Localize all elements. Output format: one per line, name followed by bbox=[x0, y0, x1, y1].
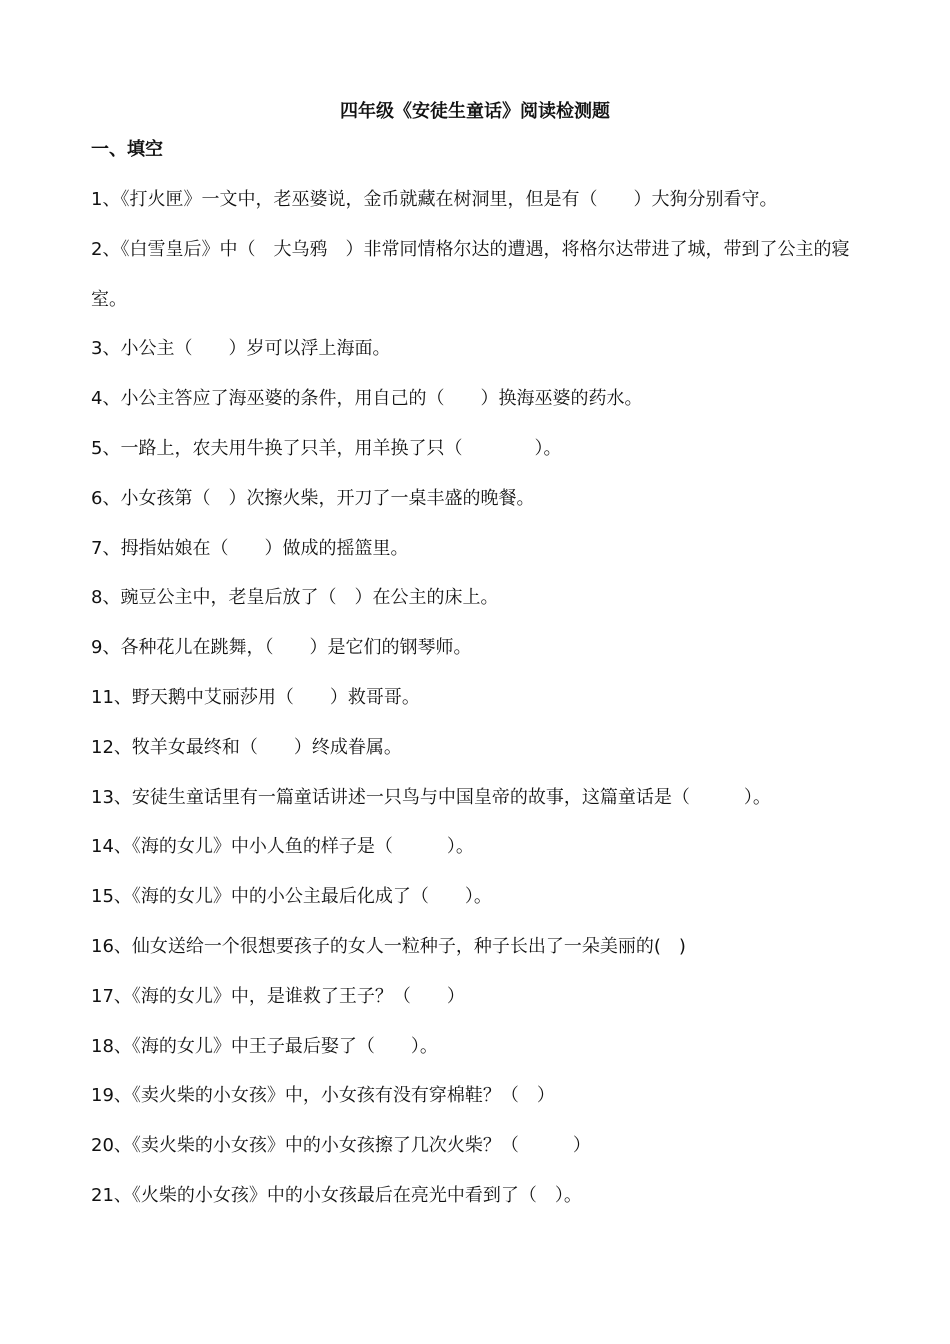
question-item: 6、小女孩第（ ）次擦火柴，开刀了一桌丰盛的晚餐。 bbox=[91, 487, 535, 509]
question-item: 3、小公主（ ）岁可以浮上海面。 bbox=[91, 338, 391, 360]
section-heading: 一、填空 bbox=[91, 139, 163, 160]
question-item: 20、《卖火柴的小女孩》中的小女孩擦了几次火柴？（ ） bbox=[91, 1135, 591, 1157]
question-item: 17、《海的女儿》中，是谁救了王子？（ ） bbox=[91, 985, 465, 1007]
question-item: 19、《卖火柴的小女孩》中，小女孩有没有穿棉鞋？（ ） bbox=[91, 1085, 555, 1107]
question-item: 9、各种花儿在跳舞，（ ）是它们的钢琴师。 bbox=[91, 637, 472, 659]
question-item: 4、小公主答应了海巫婆的条件，用自己的（ ）换海巫婆的药水。 bbox=[91, 388, 643, 410]
question-item: 15、《海的女儿》中的小公主最后化成了（ ）。 bbox=[91, 886, 492, 908]
page-title: 四年级《安徒生童话》阅读检测题 bbox=[340, 101, 610, 122]
question-item: 16、仙女送给一个很想要孩子的女人一粒种子，种子长出了一朵美丽的( ) bbox=[91, 935, 686, 957]
question-list bbox=[91, 183, 866, 1229]
question-item: 7、拇指姑娘在（ ）做成的摇篮里。 bbox=[91, 537, 409, 559]
question-item: 8、豌豆公主中，老皇后放了（ ）在公主的床上。 bbox=[91, 587, 499, 609]
question-item: 12、牧羊女最终和（ ）终成眷属。 bbox=[91, 736, 402, 758]
question-item: 5、一路上，农夫用牛换了只羊，用羊换了只（ ）。 bbox=[91, 437, 562, 459]
question-item: 21、《火柴的小女孩》中的小女孩最后在亮光中看到了（ ）。 bbox=[91, 1184, 582, 1206]
question-item: 14、《海的女儿》中小人鱼的样子是（ ）。 bbox=[91, 836, 474, 858]
question-item: 11、野天鹅中艾丽莎用（ ）救哥哥。 bbox=[91, 686, 420, 708]
question-item: 1、《打火匣》一文中，老巫婆说，金币就藏在树洞里，但是有（ ）大狗分别看守。 bbox=[91, 189, 778, 210]
question-item: 18、《海的女儿》中王子最后娶了（ ）。 bbox=[91, 1035, 438, 1057]
question-item: 13、安徒生童话里有一篇童话讲述一只鸟与中国皇帝的故事，这篇童话是（ ）。 bbox=[91, 786, 771, 808]
question-item: 2、《白雪皇后》中（ 大乌鸦 ）非常同情格尔达的遭遇，将格尔达带进了城，带到了公主的寝室。 bbox=[91, 238, 850, 310]
